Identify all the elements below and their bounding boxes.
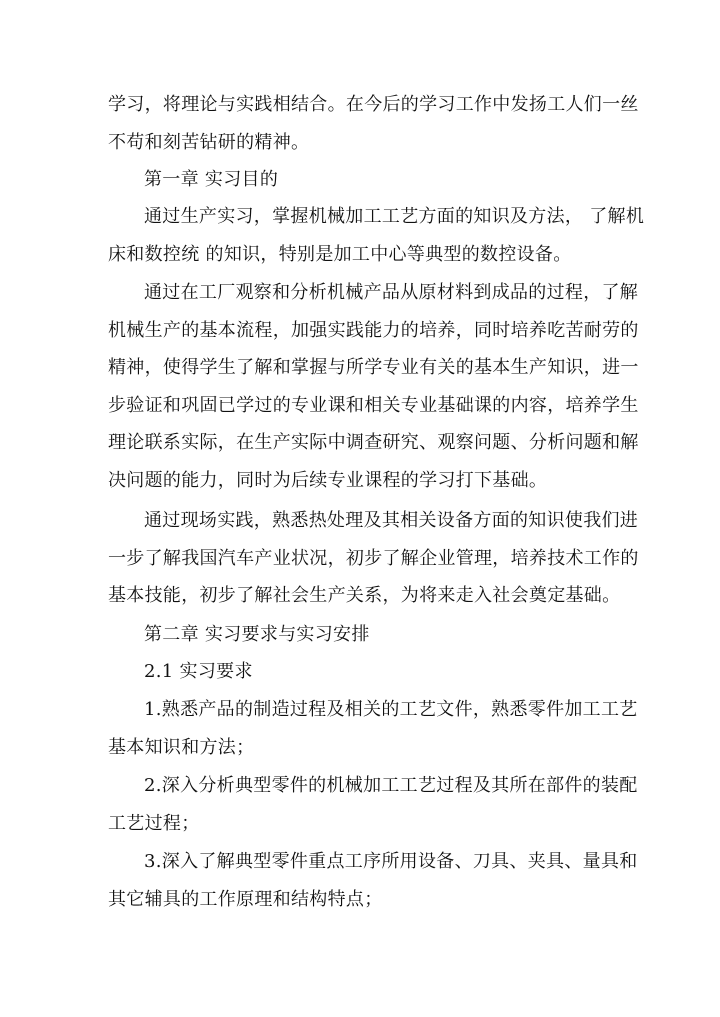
text-line: 3.深入了解典型零件重点工序所用设备、刀具、夹具、量具和 (144, 851, 638, 872)
heading-text: 2.1 实习要求 (144, 661, 253, 682)
text-line: 基本技能，初步了解社会生产关系，为将来走入社会奠定基础。 (108, 585, 621, 606)
text-line: 通过在工厂观察和分析机械产品从原材料到成品的过程，了解 (144, 282, 639, 303)
paragraph-1 (108, 198, 645, 273)
section-2-1-heading (108, 653, 608, 691)
paragraph-3 (108, 502, 639, 615)
text-line: 其它辅具的工作原理和结构特点； (108, 888, 383, 910)
chapter-1-heading (108, 161, 608, 199)
text-line: 通过现场实践，熟悉热处理及其相关设备方面的知识使我们进 (144, 510, 639, 531)
chapter-2-heading (108, 616, 608, 654)
text-line: 一步了解我国汽车产业状况，初步了解企业管理，培养技术工作的 (108, 547, 639, 569)
text-line: 精神，使得学生了解和掌握与所学专业有关的基本生产知识，进一 (108, 357, 639, 378)
text-line: 理论联系实际，在生产实际中调查研究、观察问题、分析问题和解 (108, 432, 639, 453)
text-line: 机械生产的基本流程，加强实践能力的培养，同时培养吃苦耐劳的 (108, 319, 639, 341)
text-line: 步验证和巩固已学过的专业课和相关专业基础课的内容，培养学生 (108, 394, 639, 416)
paragraph-intro (108, 86, 639, 161)
text-line: 1.熟悉产品的制造过程及相关的工艺文件，熟悉零件加工工艺 (144, 699, 638, 720)
heading-text: 第一章 实习目的 (144, 169, 279, 190)
text-line: 决问题的能力，同时为后续专业课程的学习打下基础。 (108, 469, 548, 491)
paragraph-2 (108, 274, 639, 499)
heading-text: 第二章 实习要求与实习安排 (144, 624, 370, 645)
list-item-2 (108, 767, 638, 842)
list-item-3 (108, 843, 638, 918)
text-line: 2.深入分析典型零件的机械加工工艺过程及其所在部件的装配 (144, 775, 638, 796)
text-line: 不苟和刻苦钻研的精神。 (108, 131, 310, 153)
text-line: 学习，将理论与实践相结合。在今后的学习工作中发扬工人们一丝 (108, 94, 639, 115)
text-line: 床和数控统 的知识，特别是加工中心等典型的数控设备。 (108, 243, 572, 265)
text-line: 工艺过程； (108, 812, 200, 834)
list-item-1 (108, 691, 638, 766)
text-line: 通过生产实习，掌握机械加工工艺方面的知识及方法， 了解机 (144, 206, 645, 227)
text-line: 基本知识和方法； (108, 736, 255, 758)
